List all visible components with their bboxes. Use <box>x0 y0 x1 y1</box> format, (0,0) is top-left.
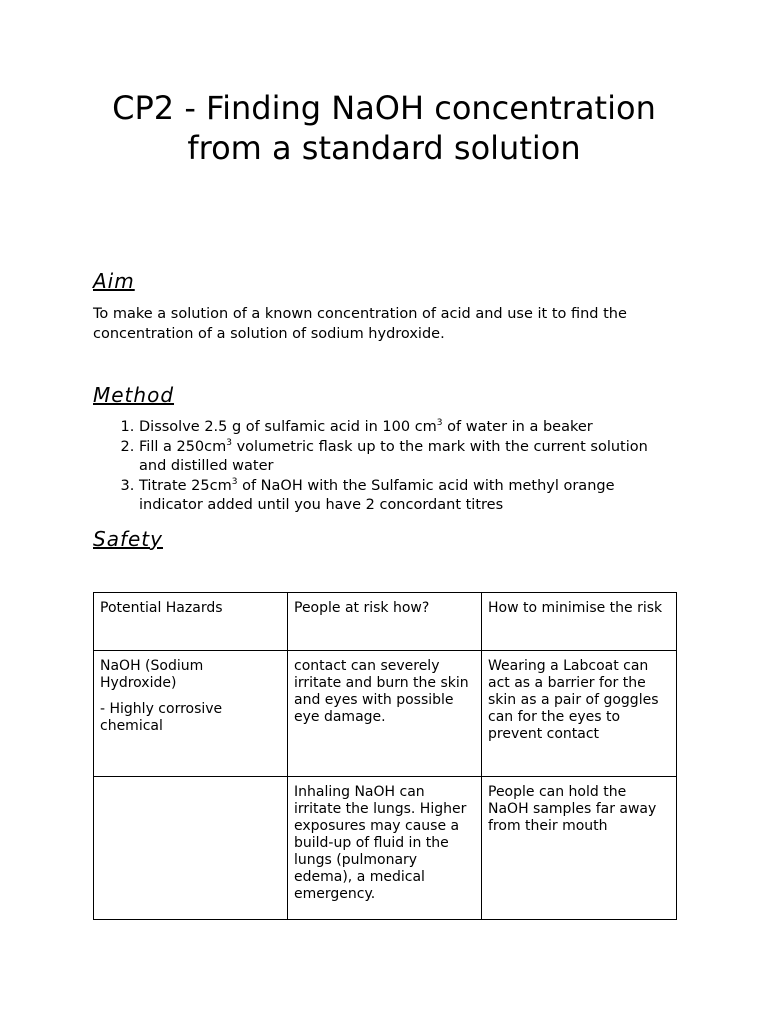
superscript: 3 <box>226 437 232 448</box>
method-step-text: Dissolve 2.5 g of sulfamic acid in 100 cm <box>139 419 437 435</box>
minimise-cell: People can hold the NaOH samples far away from their mouth <box>482 777 677 920</box>
hazard-detail: - Highly corrosive chemical <box>100 701 223 734</box>
method-step-text: of water in a beaker <box>442 419 593 435</box>
method-step-text: Fill a 250cm <box>139 438 227 455</box>
table-row <box>94 777 677 920</box>
method-list <box>93 418 673 516</box>
method-step-text: Titrate 25cm <box>139 477 232 494</box>
minimise-cell: Wearing a Labcoat can act as a barrier for the skin as a pair of goggles can for the eyes to prevent contact <box>482 651 677 777</box>
method-step <box>139 477 673 516</box>
hazard-cell <box>94 651 288 777</box>
aim-heading: Aim <box>93 269 135 293</box>
table-row <box>94 651 677 777</box>
page-title: CP2 - Finding NaOH concentration from a standard solution <box>112 89 656 167</box>
aim-text: To make a solution of a known concentration of acid and use it to find the concentration of a solution of sodium hydroxide. <box>93 306 627 342</box>
hazard-name: NaOH (Sodium Hydroxide) <box>100 658 204 691</box>
table-header-cell: People at risk how? <box>288 593 482 651</box>
safety-table <box>93 592 677 920</box>
table-header-cell: Potential Hazards <box>94 593 288 651</box>
method-step <box>139 438 673 477</box>
safety-heading: Safety <box>93 527 163 551</box>
method-heading: Method <box>93 383 175 407</box>
table-header-cell: How to minimise the risk <box>482 593 677 651</box>
method-step-text: of NaOH with the Sulfamic acid with methyl orange indicator added until you have 2 concordant titres <box>139 477 615 513</box>
risk-cell: Inhaling NaOH can irritate the lungs. Higher exposures may cause a build-up of fluid in the lungs (pulmonary edema), a medical emergency. <box>288 777 482 920</box>
risk-cell: contact can severely irritate and burn the skin and eyes with possible eye damage. <box>288 651 482 777</box>
hazard-cell <box>94 777 288 920</box>
method-step <box>139 418 673 438</box>
superscript: 3 <box>231 476 238 487</box>
superscript: 3 <box>436 418 443 429</box>
table-header-row <box>94 593 677 651</box>
method-step-text: volumetric flask up to the mark with the current solution and distilled water <box>139 438 648 474</box>
